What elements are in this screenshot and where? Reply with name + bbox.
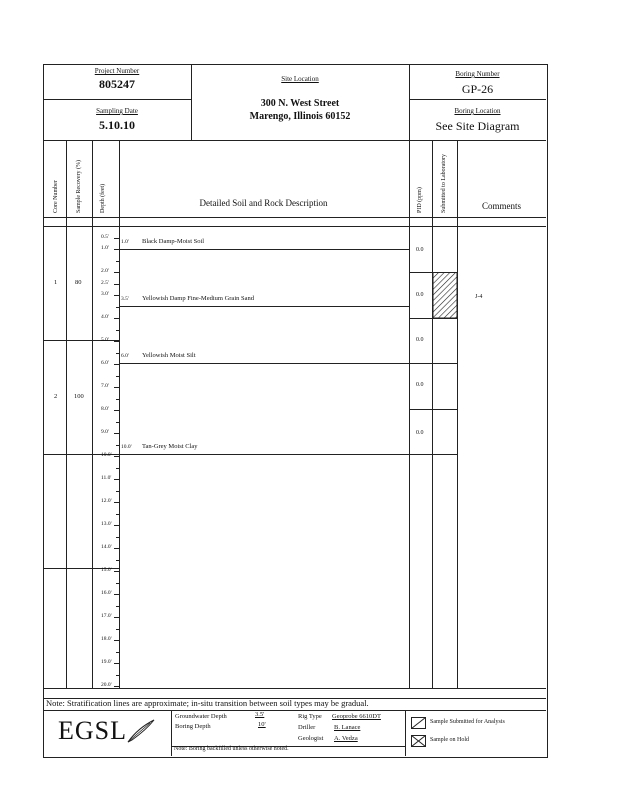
sampling-date: 5.10.10 <box>99 118 135 132</box>
legend-submitted: Sample Submitted for Analysis <box>430 719 505 725</box>
sample-submitted-hatch <box>433 272 457 318</box>
col-submitted: Submitted to Laboratory <box>441 154 447 213</box>
depth-minor-tick <box>116 514 119 515</box>
col-core-number: Core Number <box>53 180 59 213</box>
depth-minor-tick <box>116 629 119 630</box>
depth-tick-label: 5.0' <box>101 337 109 343</box>
project-number: 805247 <box>99 77 135 91</box>
pid-value: 0.0 <box>416 382 424 388</box>
layer-2-depth: 3.5' <box>121 296 129 302</box>
col-comments: Comments <box>481 201 521 211</box>
depth-tick-mark <box>114 594 119 595</box>
pid-value: 0.0 <box>416 247 424 253</box>
depth-tick-mark <box>114 364 119 365</box>
depth-minor-tick <box>116 422 119 423</box>
depth-tick-label: 4.0' <box>101 314 109 320</box>
depth-tick-mark <box>114 295 119 296</box>
legend-hold: Sample on Hold <box>430 737 469 743</box>
depth-tick-label: 2.0' <box>101 268 109 274</box>
depth-tick-label: 7.0' <box>101 383 109 389</box>
depth-minor-tick <box>116 560 119 561</box>
depth-minor-tick <box>116 238 119 239</box>
core-1-number: 1 <box>54 279 58 286</box>
depth-tick-label: 12.0' <box>101 498 112 504</box>
layer-2-text: Yellowish Damp Fine-Medium Grain Sand <box>142 295 255 302</box>
boring-number-label: Boring Number <box>455 70 500 78</box>
depth-tick-label: 20.0' <box>101 682 112 688</box>
feather-icon <box>126 718 156 744</box>
depth-tick-mark <box>114 525 119 526</box>
depth-tick-mark <box>114 479 119 480</box>
egsl-logo <box>58 716 127 746</box>
depth-tick-mark <box>114 456 119 457</box>
depth-minor-tick <box>116 399 119 400</box>
project-number-label: Project Number <box>94 67 140 75</box>
depth-tick-mark <box>114 387 119 388</box>
depth-tick-label: 19.0' <box>101 659 112 665</box>
depth-tick-mark <box>114 617 119 618</box>
depth-tick-label: 10.0' <box>101 452 112 458</box>
depth-tick-label: 17.0' <box>101 613 112 619</box>
depth-minor-tick <box>116 376 119 377</box>
comment-mark: J-4 <box>475 294 483 300</box>
boring-depth-value: 10' <box>258 721 266 728</box>
pid-value: 0.0 <box>416 430 424 436</box>
depth-tick-mark <box>114 318 119 319</box>
depth-tick-label: 18.0' <box>101 636 112 642</box>
col-sample-recovery: Sample Recovery (%) <box>76 160 82 213</box>
boring-location: See Site Diagram <box>435 119 520 133</box>
depth-tick-mark <box>114 502 119 503</box>
depth-minor-tick <box>116 491 119 492</box>
groundwater-label: Groundwater Depth <box>175 713 227 720</box>
depth-tick-mark <box>114 341 119 342</box>
depth-tick-mark <box>114 272 119 273</box>
rig-type-value: Geoprobe 6610DT <box>332 713 381 720</box>
depth-minor-tick <box>116 675 119 676</box>
depth-tick-label: 3.0' <box>101 291 109 297</box>
depth-tick-label: 16.0' <box>101 590 112 596</box>
hold-legend-icon <box>411 735 426 747</box>
sampling-date-label: Sampling Date <box>96 107 138 115</box>
core-2-number: 2 <box>54 393 58 400</box>
boring-depth-label: Boring Depth <box>175 723 211 730</box>
depth-tick-label: 1.0' <box>101 245 109 251</box>
site-address-line2: Marengo, Illinois 60152 <box>249 111 351 122</box>
boring-location-label: Boring Location <box>454 107 501 115</box>
depth-tick-mark <box>114 640 119 641</box>
depth-tick-label: 2.5' <box>101 279 109 286</box>
depth-minor-tick <box>116 537 119 538</box>
submitted-legend-icon <box>411 717 426 729</box>
groundwater-value: 3.5' <box>255 711 265 718</box>
depth-tick-label: 14.0' <box>101 544 112 550</box>
core-2-recovery: 100 <box>74 393 84 400</box>
site-address-line1: 300 N. West Street <box>260 98 340 109</box>
depth-minor-tick <box>116 330 119 331</box>
driller-label: Driller <box>298 724 316 731</box>
depth-tick-mark <box>114 548 119 549</box>
depth-tick-mark <box>114 433 119 434</box>
depth-tick-mark <box>114 571 119 572</box>
depth-tick-label: 6.0' <box>101 360 109 366</box>
driller-value: B. Lanace <box>334 724 361 731</box>
layer-4-depth: 10.0' <box>121 444 132 450</box>
site-location-label: Site Location <box>281 75 319 83</box>
layer-3-depth: 6.0' <box>121 353 129 359</box>
rig-type-label: Rig Type <box>298 713 322 720</box>
depth-minor-tick <box>116 652 119 653</box>
depth-tick-label: 13.0' <box>101 521 112 527</box>
depth-minor-tick <box>116 284 119 285</box>
layer-3-text: Yellowish Moist Silt <box>142 352 196 359</box>
depth-minor-tick <box>116 468 119 469</box>
egsl-logo-text: EGSL <box>58 716 127 745</box>
depth-tick-label: 9.0' <box>101 429 109 435</box>
depth-tick-label: 15.0' <box>101 567 112 573</box>
col-description: Detailed Soil and Rock Description <box>199 198 328 208</box>
pid-value: 0.0 <box>416 292 424 298</box>
depth-minor-tick <box>116 606 119 607</box>
boring-number: GP-26 <box>461 82 494 96</box>
layer-1-text: Black Damp-Moist Soil <box>142 238 205 245</box>
geologist-label: Geologist <box>298 735 324 742</box>
layer-1-depth: 1.0' <box>121 239 129 245</box>
depth-tick-mark <box>114 410 119 411</box>
depth-tick-mark <box>114 686 119 687</box>
depth-tick-mark <box>114 663 119 664</box>
depth-minor-tick <box>116 353 119 354</box>
geologist-value: A. Vedza <box>334 735 358 742</box>
depth-tick-label: 11.0' <box>101 475 112 481</box>
depth-minor-tick <box>116 583 119 584</box>
depth-tick-label: 0.5' <box>101 233 109 240</box>
stratification-note: Note: Stratification lines are approximate; in-situ transition between soil types may be gradual. <box>46 698 369 708</box>
col-depth: Depth (feet) <box>100 183 106 213</box>
depth-tick-label: 8.0' <box>101 406 109 412</box>
col-pid: PID (ppm) <box>417 187 423 213</box>
layer-4-text: Tan-Grey Moist Clay <box>142 443 198 450</box>
pid-value: 0.0 <box>416 337 424 343</box>
depth-minor-tick <box>116 445 119 446</box>
depth-minor-tick <box>116 261 119 262</box>
core-1-recovery: 80 <box>75 279 82 286</box>
backfill-note: Note: Boring backfilled unless otherwise noted. <box>174 746 289 752</box>
